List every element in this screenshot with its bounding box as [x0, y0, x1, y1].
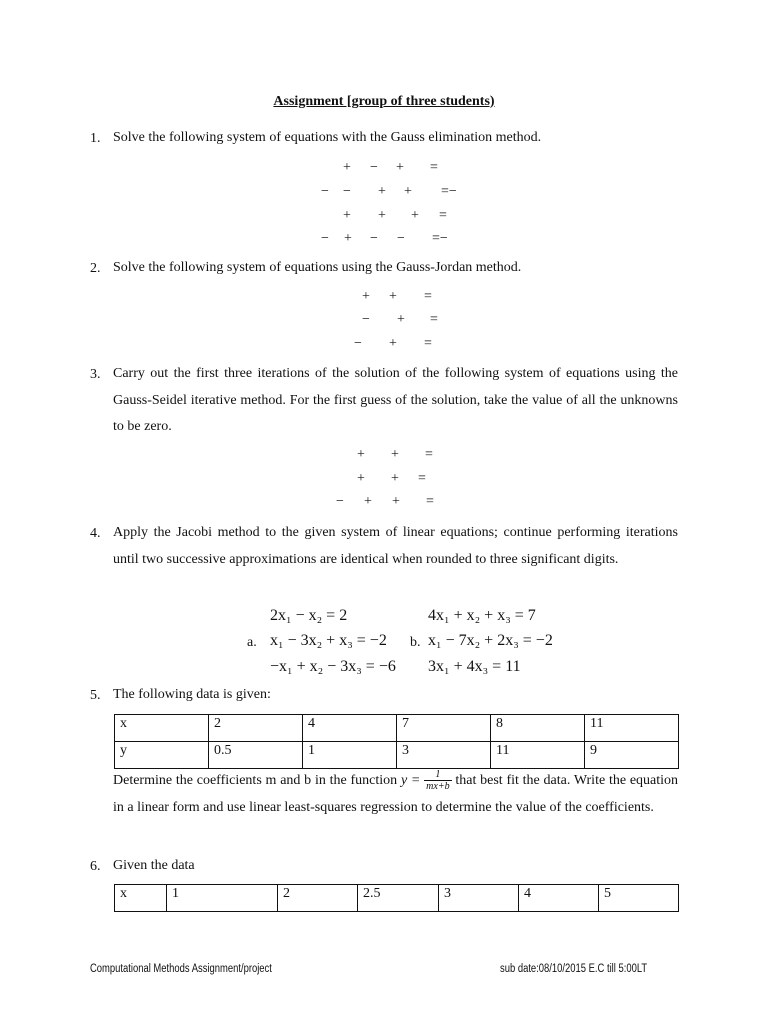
- q5-instructions: [113, 768, 678, 821]
- equation-symbol: +: [389, 289, 397, 304]
- q1-equation-row: [0, 160, 768, 176]
- formula-y: y =: [400, 773, 421, 788]
- equation-symbol: =: [430, 160, 438, 175]
- equation-symbol: −: [370, 160, 378, 175]
- equation-symbol: +: [397, 312, 405, 327]
- table-cell: 11: [585, 715, 679, 742]
- q3-number: 3.: [90, 367, 101, 382]
- q2-text: Solve the following system of equations using the Gauss-Jordan method.: [113, 260, 522, 275]
- equation-symbol: +: [392, 494, 400, 509]
- equation-symbol: +: [378, 184, 386, 199]
- q2-number: 2.: [90, 261, 101, 276]
- q3-equation-row: [0, 447, 768, 463]
- q4-system-a-eq3: −x₁ + x₂ − 3x₃ = −6: [270, 658, 396, 675]
- equation-symbol: −: [336, 494, 344, 509]
- equation-symbol: =−: [441, 184, 457, 199]
- equation-symbol: −: [343, 184, 351, 199]
- equation-symbol: +: [411, 208, 419, 223]
- equation-symbol: =−: [432, 231, 448, 246]
- q2-equation-row: [0, 289, 768, 305]
- equation-symbol: +: [404, 184, 412, 199]
- table-cell: 3: [439, 885, 519, 912]
- table-cell: 11: [491, 742, 585, 769]
- table-cell: 4: [519, 885, 599, 912]
- footer-right: sub date:08/10/2015 E.C till 5:00LT: [500, 963, 648, 975]
- q3-equation-row: [0, 471, 768, 487]
- table-cell: 0.5: [209, 742, 303, 769]
- table-row: [115, 885, 679, 912]
- equation-symbol: +: [343, 208, 351, 223]
- q4-system-b-eq1: 4x₁ + x₂ + x₃ = 7: [428, 607, 536, 624]
- equation-symbol: −: [321, 184, 329, 199]
- table-cell: x: [115, 715, 209, 742]
- q1-equation-row: [0, 184, 768, 200]
- equation-symbol: +: [378, 208, 386, 223]
- equation-symbol: −: [370, 231, 378, 246]
- table-cell: 1: [167, 885, 278, 912]
- equation-symbol: =: [425, 447, 433, 462]
- table-cell: 2: [278, 885, 358, 912]
- equation-symbol: −: [354, 336, 362, 351]
- equation-symbol: +: [357, 447, 365, 462]
- table-cell: 7: [397, 715, 491, 742]
- q1-equation-row: [0, 231, 768, 247]
- equation-symbol: −: [362, 312, 370, 327]
- q5-instructions-start: Determine the coefficients m and b in the function: [113, 773, 398, 788]
- equation-symbol: +: [343, 160, 351, 175]
- formula-denominator: mx+b: [426, 781, 450, 793]
- q2-equation-row: [0, 312, 768, 328]
- table-cell: 5: [599, 885, 679, 912]
- equation-symbol: =: [426, 494, 434, 509]
- formula-fraction: [424, 769, 451, 792]
- table-cell: y: [115, 742, 209, 769]
- equation-symbol: =: [424, 336, 432, 351]
- table-cell: x: [115, 885, 167, 912]
- equation-symbol: =: [439, 208, 447, 223]
- q4-text: Apply the Jacobi method to the given system of linear equations; continue performing iterations until two successive approximations are identical when rounded to three significant digits.: [113, 525, 678, 567]
- equation-symbol: =: [418, 471, 426, 486]
- q5-data-table: [114, 714, 679, 769]
- q3-text: Carry out the first three iterations of the solution of the following system of equations using the Gauss-Seidel iterative method. For the first guess of the solution, take the value of all the unknowns to be zero.: [113, 366, 678, 434]
- equation-symbol: +: [391, 471, 399, 486]
- q4-label-b: b.: [410, 635, 421, 650]
- table-cell: 1: [303, 742, 397, 769]
- table-cell: 2.5: [358, 885, 439, 912]
- equation-symbol: −: [397, 231, 405, 246]
- equation-symbol: +: [344, 231, 352, 246]
- q5-number: 5.: [90, 688, 101, 703]
- table-cell: 3: [397, 742, 491, 769]
- q5-text: The following data is given:: [113, 687, 271, 702]
- equation-symbol: +: [391, 447, 399, 462]
- q5-instructions-end: that best fit the data. Write the equation in a linear form and use linear least-squares regression to determine the value of the coefficients.: [113, 773, 679, 815]
- equation-symbol: +: [364, 494, 372, 509]
- q4-system-a-eq1: 2x₁ − x₂ = 2: [270, 607, 348, 624]
- q1-number: 1.: [90, 131, 101, 146]
- q4-system-a-eq2: x₁ − 3x₂ + x₃ = −2: [270, 632, 387, 649]
- q3-equation-row: [0, 494, 768, 510]
- equation-symbol: +: [362, 289, 370, 304]
- table-cell: 2: [209, 715, 303, 742]
- q4-system-b-eq2: x₁ − 7x₂ + 2x₃ = −2: [428, 632, 553, 649]
- q4-number: 4.: [90, 526, 101, 541]
- table-row: [115, 742, 679, 769]
- equation-symbol: +: [389, 336, 397, 351]
- q6-number: 6.: [90, 859, 101, 874]
- table-cell: 9: [585, 742, 679, 769]
- q6-data-table: [114, 884, 679, 912]
- formula-numerator: 1: [424, 769, 451, 781]
- q2-equation-row: [0, 336, 768, 352]
- page-title: Assignment [group of three students): [273, 94, 495, 109]
- q1-text: Solve the following system of equations with the Gauss elimination method.: [113, 130, 542, 145]
- equation-symbol: +: [357, 471, 365, 486]
- q6-text: Given the data: [113, 858, 195, 873]
- equation-symbol: +: [396, 160, 404, 175]
- q4-label-a: a.: [247, 635, 257, 650]
- table-row: [115, 715, 679, 742]
- equation-symbol: =: [430, 312, 438, 327]
- equation-symbol: −: [321, 231, 329, 246]
- table-cell: 8: [491, 715, 585, 742]
- q1-equation-row: [0, 208, 768, 224]
- footer-left: Computational Methods Assignment/project: [90, 963, 272, 975]
- equation-symbol: =: [424, 289, 432, 304]
- table-cell: 4: [303, 715, 397, 742]
- q4-system-b-eq3: 3x₁ + 4x₃ = 11: [428, 658, 521, 675]
